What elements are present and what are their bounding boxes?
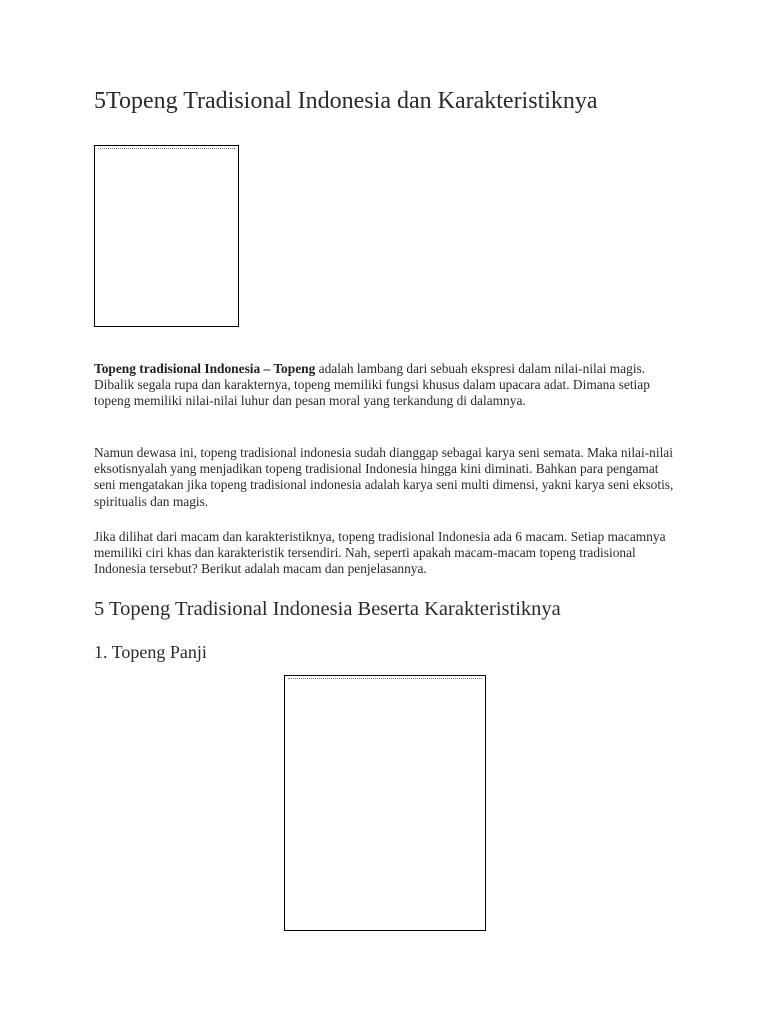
section-heading: 5 Topeng Tradisional Indonesia Beserta Karakteristiknya bbox=[94, 598, 561, 620]
paragraph-2: Namun dewasa ini, topeng tradisional indonesia sudah dianggap sebagai karya seni semata. Maka nilai-nilai eksotisnyalah yang menjadikan topeng tradisional Indonesia hingga kini diminati. Bahkan para pengamat seni mengatakan jika topeng tradisional indonesia adalah karya seni multi dimensi, yakni karya seni eksotis, spiritualis dan magis. bbox=[94, 445, 674, 509]
paragraph-intro-bold: Topeng tradisional Indonesia – Topeng bbox=[94, 361, 316, 376]
image-placeholder-2 bbox=[284, 675, 486, 931]
paragraph-intro bbox=[94, 361, 674, 410]
image-caption-line bbox=[288, 678, 482, 680]
image-placeholder-1 bbox=[94, 145, 239, 327]
image-caption-line bbox=[98, 148, 235, 150]
paragraph-3: Jika dilihat dari macam dan karakteristiknya, topeng tradisional Indonesia ada 6 macam. Setiap macamnya memiliki ciri khas dan karakteristik tersendiri. Nah, seperti apakah macam-macam topeng tradisional Indonesia tersebut? Berikut adalah macam dan penjelasannya. bbox=[94, 529, 666, 577]
document-title: 5Topeng Tradisional Indonesia dan Karakteristiknya bbox=[94, 88, 598, 114]
paragraph-intro-text: adalah lambang dari sebuah ekspresi dalam nilai-nilai magis. Dibalik segala rupa dan karakternya, topeng memiliki fungsi khusus dalam upacara adat. Dimana setiap topeng memiliki nilai-nilai luhur dan pesan moral yang terkandung di dalamnya. bbox=[94, 361, 650, 409]
subheading-topeng-panji: 1. Topeng Panji bbox=[94, 642, 207, 662]
